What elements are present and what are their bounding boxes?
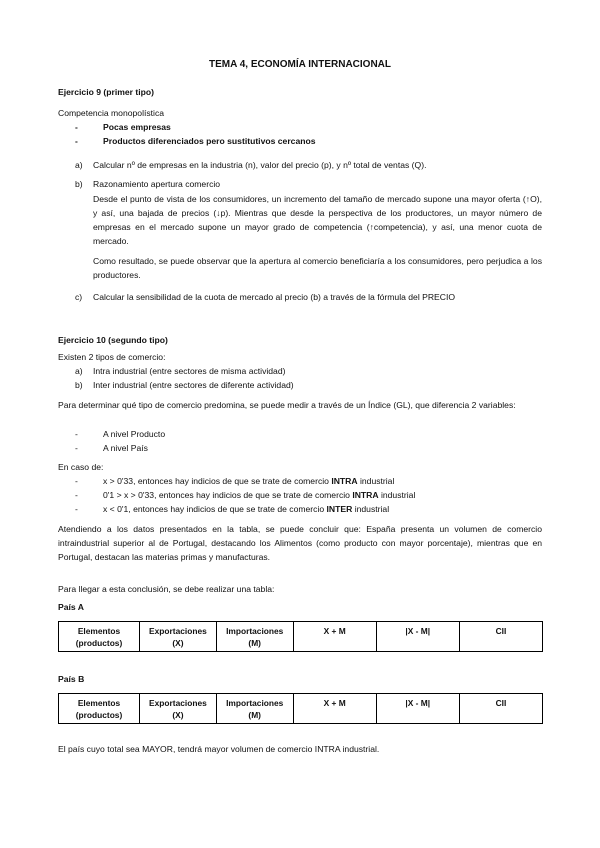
- ex10-type-b: Inter industrial (entre sectores de diferente actividad): [93, 380, 294, 390]
- ex10-conclusion: Atendiendo a los datos presentados en la tabla, se puede concluir que: España presenta un volumen de comercio intraindustrial superior al de Portugal, destacando los Alimentos (como producto con mayor porcentaje), mientras que en Portugal, destacan las materias primas y manufacturas.: [58, 524, 542, 562]
- col-abs-x-minus-m: |X - M|: [376, 694, 459, 724]
- col-cii: CII: [459, 694, 542, 724]
- col-elementos: Elementos (productos): [59, 694, 140, 724]
- ex9-item-c: Calcular la sensibilidad de la cuota de mercado al precio (b) a través de la fórmula del PRECIO: [93, 292, 456, 302]
- country-a-label: País A: [58, 602, 84, 612]
- col-importaciones: Importaciones (M): [216, 622, 293, 652]
- ex10-level-2: - A nivel País: [75, 443, 148, 453]
- ex10-type-a: Intra industrial (entre sectores de misma actividad): [93, 366, 286, 376]
- ex10-index-paragraph: Para determinar qué tipo de comercio predomina, se puede medir a través de un Índice (GL), que diferencia 2 variables:: [58, 400, 516, 410]
- ex9-item-b-marker: b): [75, 179, 83, 189]
- ex9-item-c-marker: c): [75, 292, 83, 302]
- country-b-label: País B: [58, 674, 85, 684]
- col-exportaciones: Exportaciones (X): [140, 622, 217, 652]
- ex9-bullet-2: - Productos diferenciados pero sustitutivos cercanos: [75, 136, 316, 146]
- ex10-level-1: - A nivel Producto: [75, 429, 166, 439]
- col-importaciones: Importaciones (M): [216, 694, 293, 724]
- table-country-b: [58, 693, 543, 724]
- ex9-heading: Ejercicio 9 (primer tipo): [58, 87, 154, 97]
- page-title: TEMA 4, ECONOMÍA INTERNACIONAL: [208, 59, 392, 70]
- ex10-type-a-marker: a): [75, 366, 83, 376]
- col-x-plus-m: X + M: [293, 622, 376, 652]
- col-x-plus-m: X + M: [293, 694, 376, 724]
- col-elementos: Elementos (productos): [59, 622, 140, 652]
- table-header-row: [59, 694, 543, 724]
- ex10-type-b-marker: b): [75, 380, 83, 390]
- col-cii: CII: [459, 622, 542, 652]
- ex9-item-a: Calcular nº de empresas en la industria (n), valor del precio (p), y nº total de ventas (Q).: [93, 160, 427, 170]
- table-country-a: [58, 621, 543, 652]
- ex9-intro: Competencia monopolística: [58, 108, 165, 118]
- ex9-item-b: Razonamiento apertura comercio: [93, 179, 221, 189]
- ex10-table-intro: Para llegar a esta conclusión, se debe realizar una tabla:: [58, 584, 275, 594]
- ex9-b-paragraph-1: Desde el punto de vista de los consumidores, un incremento del tamaño de mercado supone una mayor oferta (↑O), y así, una bajada de precios (↓p). Mientras que desde la perspectiva de los productores, un mayor número de empresas en el mercado supone un mayor grado de competencia (↑competencia), y así, una menor cuota de mercado.: [93, 194, 542, 246]
- ex10-cases-intro: En caso de:: [58, 462, 104, 472]
- ex10-intro: Existen 2 tipos de comercio:: [58, 352, 166, 362]
- col-exportaciones: Exportaciones (X): [140, 694, 217, 724]
- ex9-bullet-1: - Pocas empresas: [75, 122, 171, 132]
- ex10-heading: Ejercicio 10 (segundo tipo): [58, 335, 168, 345]
- ex10-case-2: - 0'1 > x > 0'33, entonces hay indicios de que se trate de comercio INTRA industrial: [75, 490, 416, 500]
- ex10-final-note: El país cuyo total sea MAYOR, tendrá mayor volumen de comercio INTRA industrial.: [58, 744, 380, 754]
- col-abs-x-minus-m: |X - M|: [376, 622, 459, 652]
- ex10-case-1: - x > 0'33, entonces hay indicios de que se trate de comercio INTRA industrial: [75, 476, 395, 486]
- ex10-case-3: - x < 0'1, entonces hay indicios de que se trate de comercio INTER industrial: [75, 504, 390, 514]
- ex9-item-a-marker: a): [75, 160, 83, 170]
- table-header-row: [59, 622, 543, 652]
- ex9-b-paragraph-2: Como resultado, se puede observar que la apertura al comercio beneficiaría a los consumidores, pero perjudica a los productores.: [93, 256, 542, 280]
